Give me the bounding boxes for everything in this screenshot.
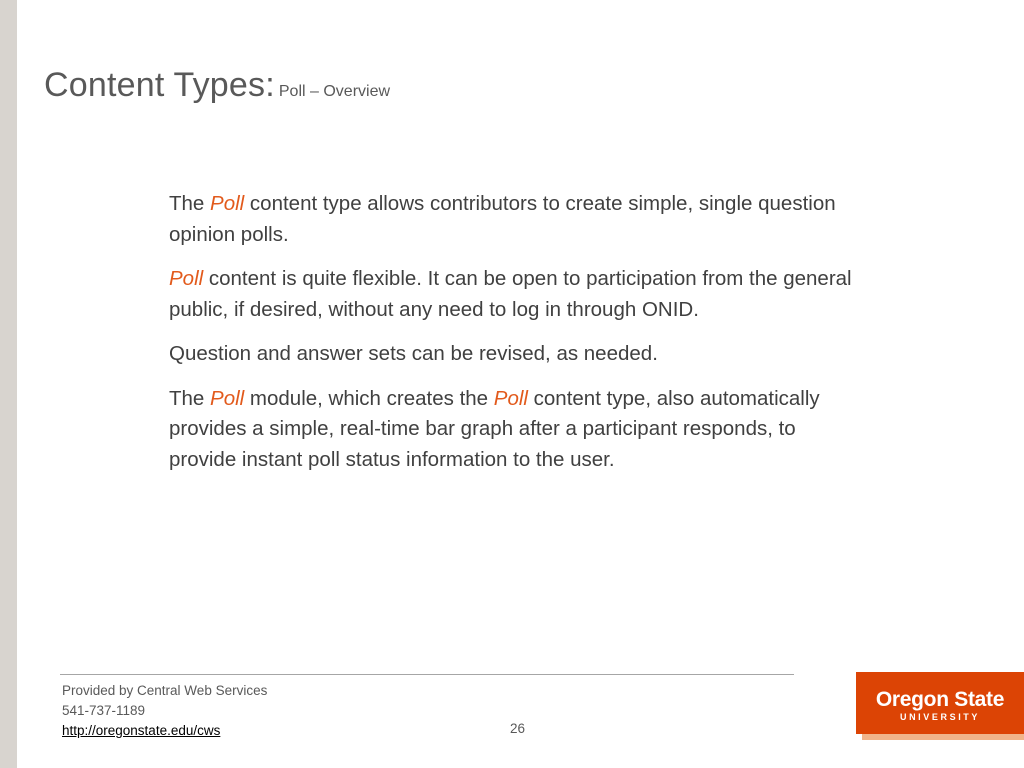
- p4-poll-emphasis-1: Poll: [210, 386, 245, 410]
- paragraph-2: [169, 264, 859, 325]
- paragraph-3: [169, 339, 859, 370]
- title-main: Content Types:: [44, 66, 275, 104]
- p1-poll-emphasis: Poll: [210, 192, 245, 215]
- oregon-state-logo: [856, 672, 1024, 734]
- p4-after: content type, also automatically provides a simple, real-time bar graph after a participant responds, to provide instant poll status information to the user.: [169, 386, 820, 471]
- footer: [62, 681, 267, 741]
- slide-body: [169, 189, 859, 489]
- paragraph-4: [169, 384, 859, 476]
- p4-poll-emphasis-2: Poll: [493, 386, 528, 410]
- footer-divider: [60, 674, 794, 675]
- p2-after: content is quite flexible. It can be open to participation from the general public, if desired, without any need to log in through ONID.: [169, 267, 852, 321]
- p1-after: content type allows contributors to create simple, single question opinion polls.: [169, 192, 836, 246]
- logo-line-2: UNIVERSITY: [899, 712, 980, 722]
- footer-phone: 541-737-1189: [62, 703, 146, 718]
- logo-line-1: Oregon State: [875, 688, 1005, 711]
- p4-before: The: [169, 386, 211, 410]
- footer-provider: Provided by Central Web Services: [62, 683, 268, 698]
- p1-before: The: [169, 192, 211, 215]
- footer-link[interactable]: http://oregonstate.edu/cws: [62, 723, 221, 738]
- p3-text: Question and answer sets can be revised, as needed.: [169, 342, 658, 365]
- title-subtitle: Poll – Overview: [278, 83, 391, 100]
- paragraph-1: [169, 189, 859, 250]
- slide-title: [44, 66, 390, 105]
- left-decorative-bar: [0, 0, 17, 768]
- page-number: 26: [510, 721, 526, 736]
- p2-poll-emphasis: Poll: [169, 267, 204, 290]
- p4-middle: module, which creates the: [244, 386, 494, 410]
